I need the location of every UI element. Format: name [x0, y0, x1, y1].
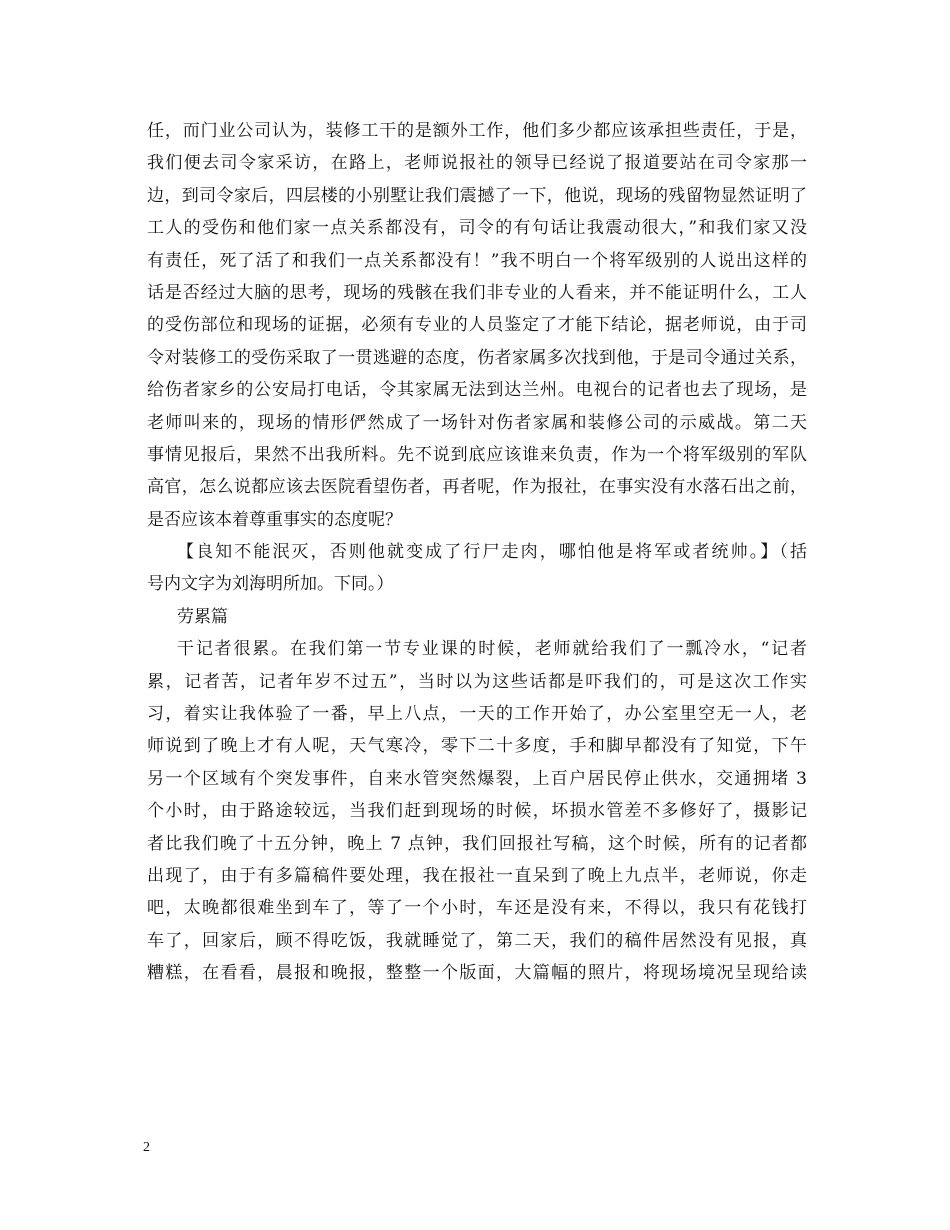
text-line: 令对装修工的受伤采取了一贯逃避的态度，伤者家属多次找到他，于是司令通过关系，	[147, 347, 807, 368]
text-line: 糟糕，在看看，晨报和晚报，整整一个版面，大篇幅的照片，将现场境况呈现给读	[147, 963, 807, 984]
text-line: 累，记者苦，记者年岁不过五”，当时以为这些话都是吓我们的，可是这次工作实	[147, 671, 807, 692]
text-line: 有责任，死了活了和我们一点关系都没有！”我不明白一个将军级别的人说出这样的	[147, 250, 807, 271]
text-line: 【良知不能泯灭，否则他就变成了行尸走肉，哪怕他是将军或者统帅。】（括	[177, 542, 807, 563]
section-heading-text: 劳累篇	[177, 606, 228, 627]
text-line: 我们便去司令家采访，在路上，老师说报社的领导已经说了报道要站在司令家那一	[147, 153, 807, 174]
editor-note-paragraph	[147, 536, 807, 601]
text-line: 话是否经过大脑的思考，现场的残骸在我们非专业的人看来，并不能证明什么，工人	[147, 282, 807, 303]
text-line: 给伤者家乡的公安局打电话，令其家属无法到达兰州。电视台的记者也去了现场，是	[147, 380, 807, 401]
text-line: 高官，怎么说都应该去医院看望伤者，再者呢，作为报社，在事实没有水落石出之前，	[147, 477, 807, 498]
text-line: 车了，回家后，顾不得吃饭，我就睡觉了，第二天，我们的稿件居然没有见报，真	[147, 930, 807, 951]
paragraph-continuation	[147, 115, 807, 536]
text-line: 老师叫来的，现场的情形俨然成了一场针对伤者家属和装修公司的示威战。第二天	[147, 412, 807, 433]
text-line: 吧，太晚都很难坐到车了，等了一个小时，车还是没有来，不得以，我只有花钱打	[147, 898, 807, 919]
paragraph	[147, 633, 807, 989]
text-line: 号内文字为刘海明所加。下同。）	[147, 574, 394, 595]
text-line: 另一个区域有个突发事件，自来水管突然爆裂，上百户居民停止供水，交通拥堵 3	[147, 768, 807, 789]
document-body	[147, 115, 807, 990]
text-line: 师说到了晚上才有人呢，天气寒冷，零下二十多度，手和脚早都没有了知觉，下午	[147, 736, 807, 757]
text-line: 者比我们晚了十五分钟，晚上 7 点钟，我们回报社写稿，这个时候，所有的记者都	[147, 833, 807, 854]
text-line: 出现了，由于有多篇稿件要处理，我在报社一直呆到了晚上九点半，老师说，你走	[147, 865, 807, 886]
text-line: 工人的受伤和他们家一点关系都没有，司令的有句话让我震动很大，”和我们家又没	[147, 218, 807, 239]
text-line: 任，而门业公司认为，装修工干的是额外工作，他们多少都应该承担些责任，于是，	[147, 121, 807, 141]
text-line: 的受伤部位和现场的证据，必须有专业的人员鉴定了才能下结论，据老师说，由于司	[147, 315, 807, 336]
page-number: 2	[143, 1140, 150, 1155]
section-heading	[147, 601, 807, 633]
text-line: 是否应该本着尊重事实的态度呢？	[147, 509, 402, 530]
text-line: 干记者很累。在我们第一节专业课的时候，老师就给我们了一瓢冷水，“记者	[177, 639, 807, 660]
text-line: 事情见报后，果然不出我所料。先不说到底应该谁来负责，作为一个将军级别的军队	[147, 444, 807, 465]
text-line: 习，着实让我体验了一番，早上八点，一天的工作开始了，办公室里空无一人，老	[147, 704, 807, 725]
text-line: 个小时，由于路途较远，当我们赶到现场的时候，坏损水管差不多修好了，摄影记	[147, 801, 807, 822]
text-line: 边，到司令家后，四层楼的小别墅让我们震撼了一下，他说，现场的残留物显然证明了	[147, 185, 807, 206]
